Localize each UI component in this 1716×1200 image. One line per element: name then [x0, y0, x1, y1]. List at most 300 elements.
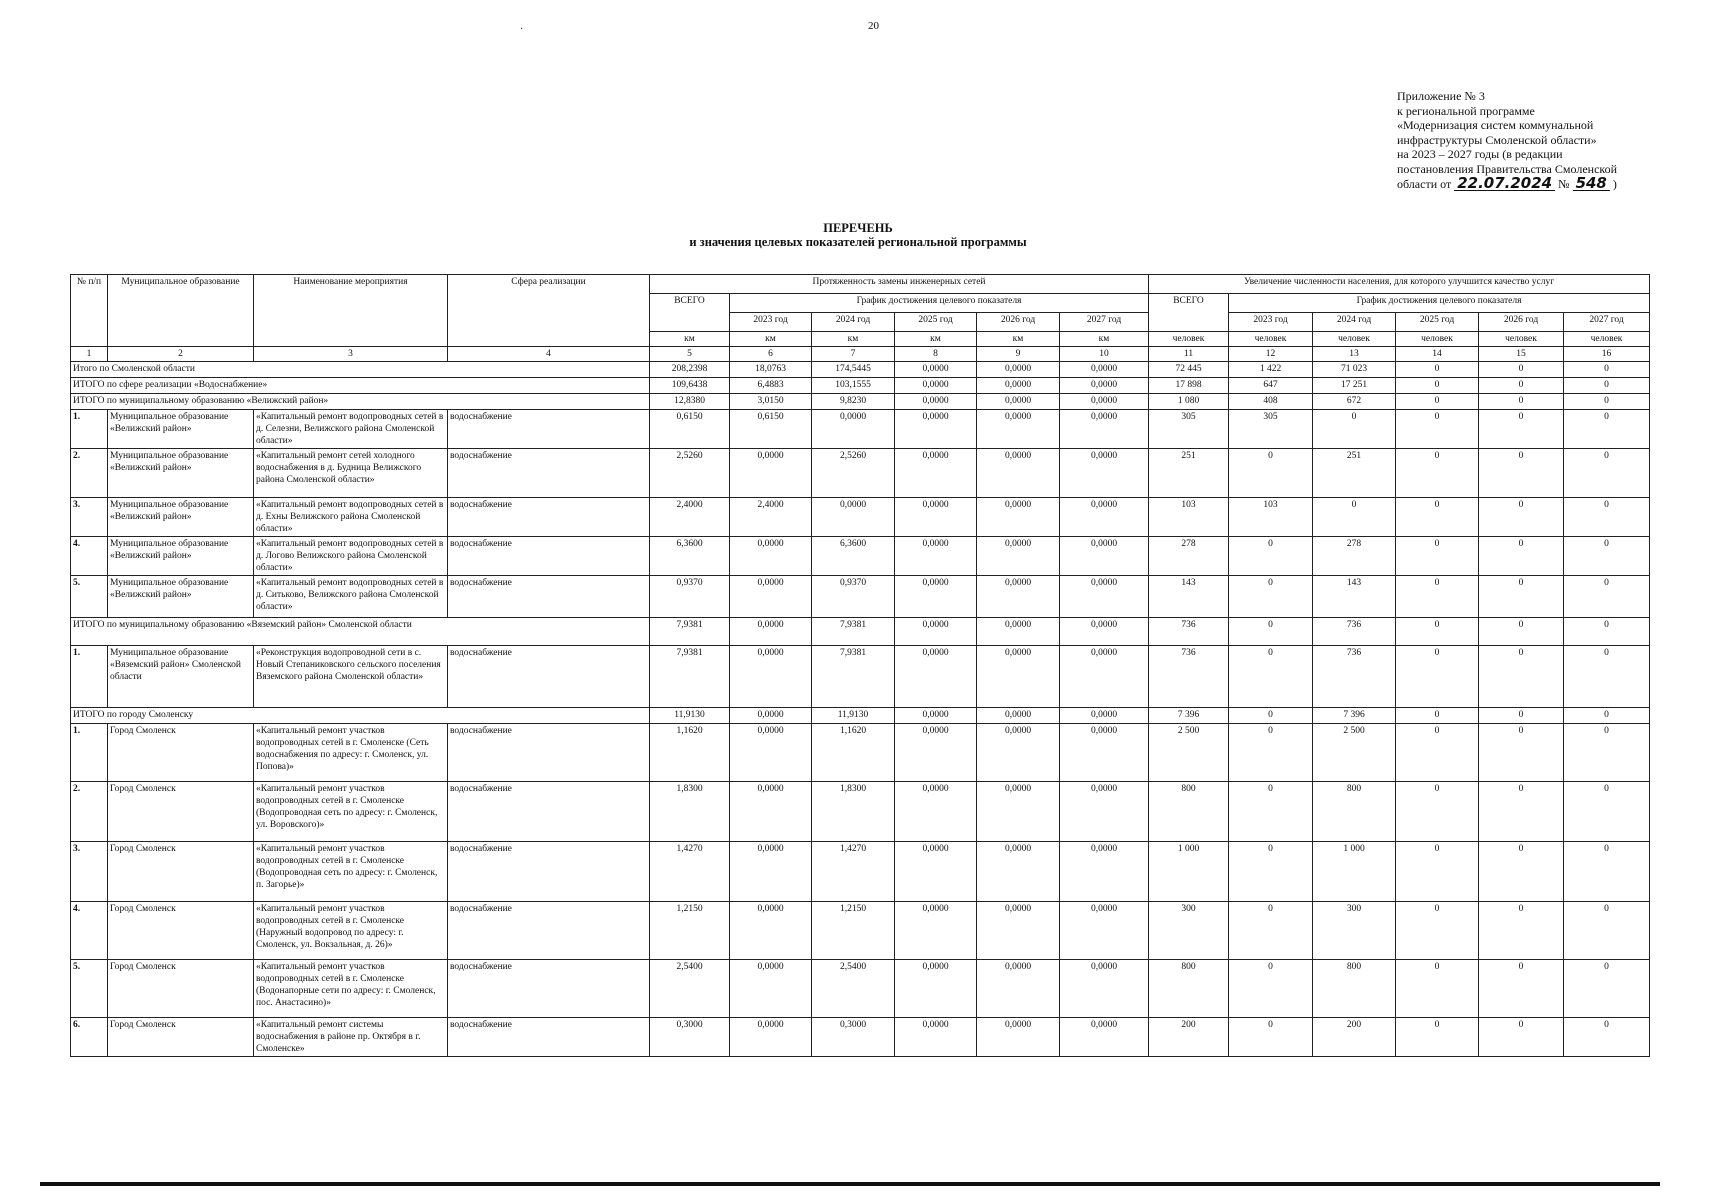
value-cell: 2,4000 — [650, 498, 730, 537]
unit-cell: км — [1060, 332, 1149, 347]
value-cell: 0,0000 — [1060, 394, 1149, 410]
value-cell: 0,6150 — [730, 410, 812, 449]
value-cell: 200 — [1149, 1018, 1229, 1057]
value-cell: 0,0000 — [730, 537, 812, 576]
row-number: 1. — [71, 724, 108, 782]
value-cell: 2,5260 — [650, 449, 730, 498]
year-cell: 2026 год — [1479, 313, 1564, 332]
value-cell: 0,0000 — [1060, 410, 1149, 449]
municipality-cell: Муниципальное образование «Велижский район» — [108, 537, 254, 576]
value-cell: 12,8380 — [650, 394, 730, 410]
municipality-cell: Город Смоленск — [108, 782, 254, 842]
unit-cell: человек — [1313, 332, 1396, 347]
value-cell: 1,8300 — [812, 782, 895, 842]
table-row — [71, 449, 1650, 498]
value-cell: 0,0000 — [1060, 902, 1149, 960]
value-cell: 0 — [1396, 708, 1479, 724]
value-cell: 0 — [1564, 842, 1650, 902]
value-cell: 0,0000 — [1060, 449, 1149, 498]
year-cell: 2026 год — [977, 313, 1060, 332]
year-cell: 2024 год — [812, 313, 895, 332]
total-label: ИТОГО по муниципальному образованию «Вяземский район» Смоленской области — [71, 618, 650, 646]
unit-cell: человек — [1479, 332, 1564, 347]
municipality-cell: Муниципальное образование «Велижский район» — [108, 410, 254, 449]
value-cell: 0,0000 — [977, 618, 1060, 646]
unit-cell: человек — [1396, 332, 1479, 347]
value-cell: 7 396 — [1313, 708, 1396, 724]
value-cell: 0 — [1479, 724, 1564, 782]
value-cell: 0 — [1229, 646, 1313, 708]
value-cell: 0,6150 — [650, 410, 730, 449]
row-number: 3. — [71, 842, 108, 902]
value-cell: 103 — [1149, 498, 1229, 537]
value-cell: 0,0000 — [730, 842, 812, 902]
sphere-cell: водоснабжение — [448, 902, 650, 960]
year-cell: 2025 год — [895, 313, 977, 332]
sphere-cell: водоснабжение — [448, 410, 650, 449]
value-cell: 0,0000 — [977, 378, 1060, 394]
sphere-cell: водоснабжение — [448, 646, 650, 708]
row-number: 1. — [71, 410, 108, 449]
value-cell: 0 — [1479, 410, 1564, 449]
value-cell: 0,0000 — [977, 646, 1060, 708]
value-cell: 0 — [1564, 1018, 1650, 1057]
value-cell: 103 — [1229, 498, 1313, 537]
row-number: 2. — [71, 782, 108, 842]
value-cell: 0,9370 — [650, 576, 730, 618]
value-cell: 0 — [1229, 1018, 1313, 1057]
value-cell: 0 — [1564, 708, 1650, 724]
value-cell: 1,1620 — [650, 724, 730, 782]
value-cell: 0,0000 — [895, 378, 977, 394]
event-cell: «Реконструкция водопроводной сети в с. Новый Степаниковского сельского поселения Вяземского района Смоленской области» — [254, 646, 448, 708]
table-row — [71, 842, 1650, 902]
event-cell: «Капитальный ремонт участков водопроводных сетей в г. Смоленске (Сеть водоснабжения по адресу: г. Смоленск, ул. Попова)» — [254, 724, 448, 782]
value-cell: 0,0000 — [977, 1018, 1060, 1057]
value-cell: 0 — [1564, 576, 1650, 618]
table-row — [71, 410, 1650, 449]
value-cell: 0,0000 — [895, 498, 977, 537]
value-cell: 251 — [1313, 449, 1396, 498]
sphere-cell: водоснабжение — [448, 1018, 650, 1057]
value-cell: 7,9381 — [650, 646, 730, 708]
appendix-date-line — [1397, 176, 1667, 192]
row-number: 2. — [71, 449, 108, 498]
unit-cell: км — [812, 332, 895, 347]
event-cell: «Капитальный ремонт сетей холодного водоснабжения в д. Будница Велижского района Смоленской области» — [254, 449, 448, 498]
value-cell: 0 — [1396, 782, 1479, 842]
table-row — [71, 782, 1650, 842]
value-cell: 0,0000 — [895, 708, 977, 724]
table-row — [71, 902, 1650, 960]
value-cell: 0 — [1479, 362, 1564, 378]
value-cell: 103,1555 — [812, 378, 895, 394]
value-cell: 11,9130 — [812, 708, 895, 724]
appendix-line: на 2023 – 2027 годы (в редакции — [1397, 147, 1563, 161]
value-cell: 0 — [1396, 618, 1479, 646]
value-cell: 72 445 — [1149, 362, 1229, 378]
page-number: 20 — [868, 20, 879, 32]
year-cell: 2025 год — [1396, 313, 1479, 332]
total-row — [71, 394, 1650, 410]
unit-cell: человек — [1564, 332, 1650, 347]
value-cell: 6,4883 — [730, 378, 812, 394]
value-cell: 6,3600 — [650, 537, 730, 576]
value-cell: 0,0000 — [730, 576, 812, 618]
value-cell: 0 — [1396, 378, 1479, 394]
value-cell: 0,0000 — [1060, 708, 1149, 724]
year-cell: 2027 год — [1060, 313, 1149, 332]
value-cell: 800 — [1313, 960, 1396, 1018]
value-cell: 0,0000 — [1060, 378, 1149, 394]
value-cell: 0 — [1479, 646, 1564, 708]
value-cell: 0,0000 — [1060, 362, 1149, 378]
value-cell: 1,4270 — [650, 842, 730, 902]
municipality-cell: Город Смоленск — [108, 960, 254, 1018]
appendix-line: «Модернизация систем коммунальной — [1397, 118, 1594, 132]
appendix-block — [1397, 89, 1667, 192]
total-row — [71, 378, 1650, 394]
value-cell: 0,0000 — [730, 960, 812, 1018]
total-label: ИТОГО по сфере реализации «Водоснабжение» — [71, 378, 650, 394]
column-number-row — [71, 347, 1650, 362]
value-cell: 0 — [1396, 537, 1479, 576]
value-cell: 0 — [1396, 842, 1479, 902]
value-cell: 0,0000 — [977, 362, 1060, 378]
value-cell: 305 — [1229, 410, 1313, 449]
value-cell: 800 — [1313, 782, 1396, 842]
sphere-cell: водоснабжение — [448, 782, 650, 842]
value-cell: 0,3000 — [812, 1018, 895, 1057]
handwritten-number: 548 — [1573, 176, 1610, 191]
value-cell: 0,0000 — [895, 618, 977, 646]
value-cell: 0 — [1229, 724, 1313, 782]
value-cell: 0,0000 — [730, 724, 812, 782]
value-cell: 0,0000 — [1060, 498, 1149, 537]
table-row — [71, 537, 1650, 576]
value-cell: 0 — [1396, 1018, 1479, 1057]
value-cell: 0 — [1229, 537, 1313, 576]
value-cell: 0 — [1479, 576, 1564, 618]
value-cell: 0 — [1479, 708, 1564, 724]
header-sphere: Сфера реализации — [448, 275, 650, 347]
table-row — [71, 1018, 1650, 1057]
value-cell: 0 — [1229, 618, 1313, 646]
value-cell: 0,0000 — [977, 724, 1060, 782]
unit-cell: км — [650, 332, 730, 347]
value-cell: 0 — [1396, 902, 1479, 960]
col-number: 12 — [1229, 347, 1313, 362]
event-cell: «Капитальный ремонт участков водопроводных сетей в г. Смоленске (Водопроводная сеть по адресу: г. Смоленск, ул. Воровского)» — [254, 782, 448, 842]
value-cell: 7 396 — [1149, 708, 1229, 724]
header-total-people: ВСЕГО — [1149, 294, 1229, 332]
value-cell: 0 — [1396, 646, 1479, 708]
value-cell: 0,0000 — [895, 449, 977, 498]
value-cell: 0,0000 — [1060, 782, 1149, 842]
value-cell: 305 — [1149, 410, 1229, 449]
header-population-group: Увеличение численности населения, для которого улучшится качество услуг — [1149, 275, 1650, 294]
handwritten-date: 22.07.2024 — [1454, 176, 1555, 191]
value-cell: 0 — [1564, 362, 1650, 378]
value-cell: 0 — [1396, 498, 1479, 537]
value-cell: 0,0000 — [977, 576, 1060, 618]
value-cell: 6,3600 — [812, 537, 895, 576]
table-body — [71, 362, 1650, 1057]
col-number: 1 — [71, 347, 108, 362]
sphere-cell: водоснабжение — [448, 576, 650, 618]
event-cell: «Капитальный ремонт водопроводных сетей в д. Ехны Велижского района Смоленской области» — [254, 498, 448, 537]
value-cell: 0,0000 — [977, 410, 1060, 449]
table-row — [71, 724, 1650, 782]
value-cell: 0,0000 — [1060, 960, 1149, 1018]
value-cell: 0 — [1564, 960, 1650, 1018]
value-cell: 0,0000 — [977, 708, 1060, 724]
total-label: ИТОГО по городу Смоленску — [71, 708, 650, 724]
value-cell: 174,5445 — [812, 362, 895, 378]
value-cell: 647 — [1229, 378, 1313, 394]
value-cell: 0 — [1479, 394, 1564, 410]
value-cell: 0 — [1479, 960, 1564, 1018]
value-cell: 0,0000 — [730, 449, 812, 498]
row-number: 5. — [71, 960, 108, 1018]
value-cell: 0 — [1564, 378, 1650, 394]
value-cell: 208,2398 — [650, 362, 730, 378]
header-schedule-people: График достижения целевого показателя — [1229, 294, 1650, 313]
row-number: 3. — [71, 498, 108, 537]
header-total-km: ВСЕГО — [650, 294, 730, 332]
value-cell: 0 — [1313, 410, 1396, 449]
value-cell: 1 000 — [1149, 842, 1229, 902]
event-cell: «Капитальный ремонт участков водопроводных сетей в г. Смоленске (Водопроводная сеть по адресу: г. Смоленск, п. Загорье)» — [254, 842, 448, 902]
col-number: 7 — [812, 347, 895, 362]
sphere-cell: водоснабжение — [448, 842, 650, 902]
municipality-cell: Муниципальное образование «Велижский район» — [108, 576, 254, 618]
event-cell: «Капитальный ремонт водопроводных сетей в д. Ситьково, Велижского района Смоленской области» — [254, 576, 448, 618]
value-cell: 1 000 — [1313, 842, 1396, 902]
municipality-cell: Муниципальное образование «Вяземский район» Смоленской области — [108, 646, 254, 708]
value-cell: 200 — [1313, 1018, 1396, 1057]
value-cell: 278 — [1149, 537, 1229, 576]
col-number: 3 — [254, 347, 448, 362]
value-cell: 0 — [1479, 842, 1564, 902]
table-row — [71, 498, 1650, 537]
value-cell: 0 — [1396, 576, 1479, 618]
value-cell: 0,3000 — [650, 1018, 730, 1057]
value-cell: 0,0000 — [1060, 618, 1149, 646]
row-number: 6. — [71, 1018, 108, 1057]
col-number: 15 — [1479, 347, 1564, 362]
value-cell: 0,0000 — [812, 498, 895, 537]
value-cell: 2,4000 — [730, 498, 812, 537]
value-cell: 0 — [1396, 960, 1479, 1018]
number-label: № — [1558, 177, 1570, 191]
value-cell: 0 — [1479, 537, 1564, 576]
value-cell: 0,0000 — [895, 960, 977, 1018]
header-no: № п/п — [71, 275, 108, 347]
col-number: 5 — [650, 347, 730, 362]
col-number: 11 — [1149, 347, 1229, 362]
appendix-line: постановления Правительства Смоленской — [1397, 161, 1618, 176]
value-cell: 0 — [1229, 449, 1313, 498]
year-cell: 2023 год — [730, 313, 812, 332]
value-cell: 1 080 — [1149, 394, 1229, 410]
value-cell: 0,0000 — [895, 842, 977, 902]
row-number: 5. — [71, 576, 108, 618]
value-cell: 672 — [1313, 394, 1396, 410]
header-length-group: Протяженность замены инженерных сетей — [650, 275, 1149, 294]
value-cell: 11,9130 — [650, 708, 730, 724]
value-cell: 0 — [1564, 902, 1650, 960]
row-number: 4. — [71, 902, 108, 960]
table-row — [71, 646, 1650, 708]
event-cell: «Капитальный ремонт водопроводных сетей в д. Логово Велижского района Смоленской области» — [254, 537, 448, 576]
municipality-cell: Муниципальное образование «Велижский район» — [108, 449, 254, 498]
value-cell: 278 — [1313, 537, 1396, 576]
value-cell: 408 — [1229, 394, 1313, 410]
value-cell: 1,1620 — [812, 724, 895, 782]
value-cell: 2,5400 — [812, 960, 895, 1018]
appendix-line: к региональной программе — [1397, 103, 1535, 118]
value-cell: 17 898 — [1149, 378, 1229, 394]
value-cell: 0,0000 — [730, 902, 812, 960]
value-cell: 736 — [1149, 618, 1229, 646]
value-cell: 0,0000 — [730, 708, 812, 724]
value-cell: 0,0000 — [895, 1018, 977, 1057]
value-cell: 0 — [1564, 449, 1650, 498]
value-cell: 1,4270 — [812, 842, 895, 902]
col-number: 2 — [108, 347, 254, 362]
sphere-cell: водоснабжение — [448, 498, 650, 537]
header-municipality: Муниципальное образование — [108, 275, 254, 347]
sphere-cell: водоснабжение — [448, 449, 650, 498]
col-number: 14 — [1396, 347, 1479, 362]
value-cell: 0,9370 — [812, 576, 895, 618]
value-cell: 800 — [1149, 960, 1229, 1018]
value-cell: 0,0000 — [977, 449, 1060, 498]
year-cell: 2027 год — [1564, 313, 1650, 332]
year-cell: 2024 год — [1313, 313, 1396, 332]
value-cell: 7,9381 — [650, 618, 730, 646]
event-cell: «Капитальный ремонт водопроводных сетей в д. Селезни, Велижского района Смоленской области» — [254, 410, 448, 449]
value-cell: 0 — [1229, 960, 1313, 1018]
unit-cell: человек — [1229, 332, 1313, 347]
value-cell: 0 — [1479, 902, 1564, 960]
event-cell: «Капитальный ремонт участков водопроводных сетей в г. Смоленске (Наружный водопровод по адресу: г. Смоленск, ул. Вокзальная, д. 26)» — [254, 902, 448, 960]
closing-paren: ) — [1612, 177, 1617, 191]
value-cell: 143 — [1149, 576, 1229, 618]
value-cell: 0 — [1479, 378, 1564, 394]
value-cell: 0,0000 — [977, 782, 1060, 842]
value-cell: 0,0000 — [977, 902, 1060, 960]
sphere-cell: водоснабжение — [448, 960, 650, 1018]
col-number: 13 — [1313, 347, 1396, 362]
value-cell: 0 — [1396, 394, 1479, 410]
appendix-line: инфраструктуры Смоленской области» — [1397, 132, 1597, 147]
municipality-cell: Город Смоленск — [108, 724, 254, 782]
table-row — [71, 576, 1650, 618]
year-cell: 2023 год — [1229, 313, 1313, 332]
value-cell: 0 — [1564, 498, 1650, 537]
sphere-cell: водоснабжение — [448, 724, 650, 782]
value-cell: 0,0000 — [1060, 842, 1149, 902]
value-cell: 2,5260 — [812, 449, 895, 498]
value-cell: 0 — [1479, 618, 1564, 646]
header-event: Наименование мероприятия — [254, 275, 448, 347]
col-number: 9 — [977, 347, 1060, 362]
unit-cell: км — [977, 332, 1060, 347]
event-cell: «Капитальный ремонт системы водоснабжения в районе пр. Октября в г. Смоленске» — [254, 1018, 448, 1057]
value-cell: 0,0000 — [1060, 646, 1149, 708]
value-cell: 0,0000 — [730, 782, 812, 842]
col-number: 6 — [730, 347, 812, 362]
scan-dot: · — [520, 24, 524, 35]
event-cell: «Капитальный ремонт участков водопроводных сетей в г. Смоленске (Водонапорные сети по адресу: г. Смоленск, пос. Анастасино)» — [254, 960, 448, 1018]
indicators-table — [70, 274, 1650, 1057]
value-cell: 0,0000 — [1060, 576, 1149, 618]
unit-cell: км — [730, 332, 812, 347]
municipality-cell: Муниципальное образование «Велижский район» — [108, 498, 254, 537]
value-cell: 17 251 — [1313, 378, 1396, 394]
value-cell: 0,0000 — [1060, 1018, 1149, 1057]
value-cell: 0 — [1396, 410, 1479, 449]
appendix-line: Приложение № 3 — [1397, 89, 1485, 103]
value-cell: 143 — [1313, 576, 1396, 618]
value-cell: 0,0000 — [977, 842, 1060, 902]
value-cell: 0 — [1396, 449, 1479, 498]
scan-bottom-rule — [40, 1182, 1660, 1186]
value-cell: 0,0000 — [895, 646, 977, 708]
unit-cell: человек — [1149, 332, 1229, 347]
value-cell: 0 — [1229, 782, 1313, 842]
value-cell: 0,0000 — [730, 646, 812, 708]
col-number: 4 — [448, 347, 650, 362]
col-number: 8 — [895, 347, 977, 362]
col-number: 16 — [1564, 347, 1650, 362]
value-cell: 1,2150 — [650, 902, 730, 960]
appendix-prefix: области от — [1397, 177, 1452, 191]
value-cell: 3,0150 — [730, 394, 812, 410]
municipality-cell: Город Смоленск — [108, 902, 254, 960]
value-cell: 0 — [1396, 724, 1479, 782]
value-cell: 0,0000 — [895, 410, 977, 449]
value-cell: 1 422 — [1229, 362, 1313, 378]
title-subline: и значения целевых показателей региональной программы — [689, 235, 1027, 249]
total-label: ИТОГО по муниципальному образованию «Велижский район» — [71, 394, 650, 410]
value-cell: 2,5400 — [650, 960, 730, 1018]
total-row — [71, 618, 1650, 646]
value-cell: 736 — [1313, 618, 1396, 646]
value-cell: 109,6438 — [650, 378, 730, 394]
value-cell: 0,0000 — [1060, 537, 1149, 576]
value-cell: 7,9381 — [812, 646, 895, 708]
municipality-cell: Город Смоленск — [108, 842, 254, 902]
row-number: 1. — [71, 646, 108, 708]
value-cell: 0,0000 — [895, 724, 977, 782]
value-cell: 0 — [1479, 1018, 1564, 1057]
value-cell: 0 — [1229, 708, 1313, 724]
value-cell: 0,0000 — [812, 410, 895, 449]
value-cell: 0 — [1479, 498, 1564, 537]
value-cell: 0 — [1313, 498, 1396, 537]
value-cell: 1,2150 — [812, 902, 895, 960]
value-cell: 0,0000 — [977, 537, 1060, 576]
value-cell: 0,0000 — [895, 362, 977, 378]
header-schedule-km: График достижения целевого показателя — [730, 294, 1149, 313]
unit-cell: км — [895, 332, 977, 347]
value-cell: 18,0763 — [730, 362, 812, 378]
value-cell: 0 — [1229, 842, 1313, 902]
value-cell: 2 500 — [1313, 724, 1396, 782]
